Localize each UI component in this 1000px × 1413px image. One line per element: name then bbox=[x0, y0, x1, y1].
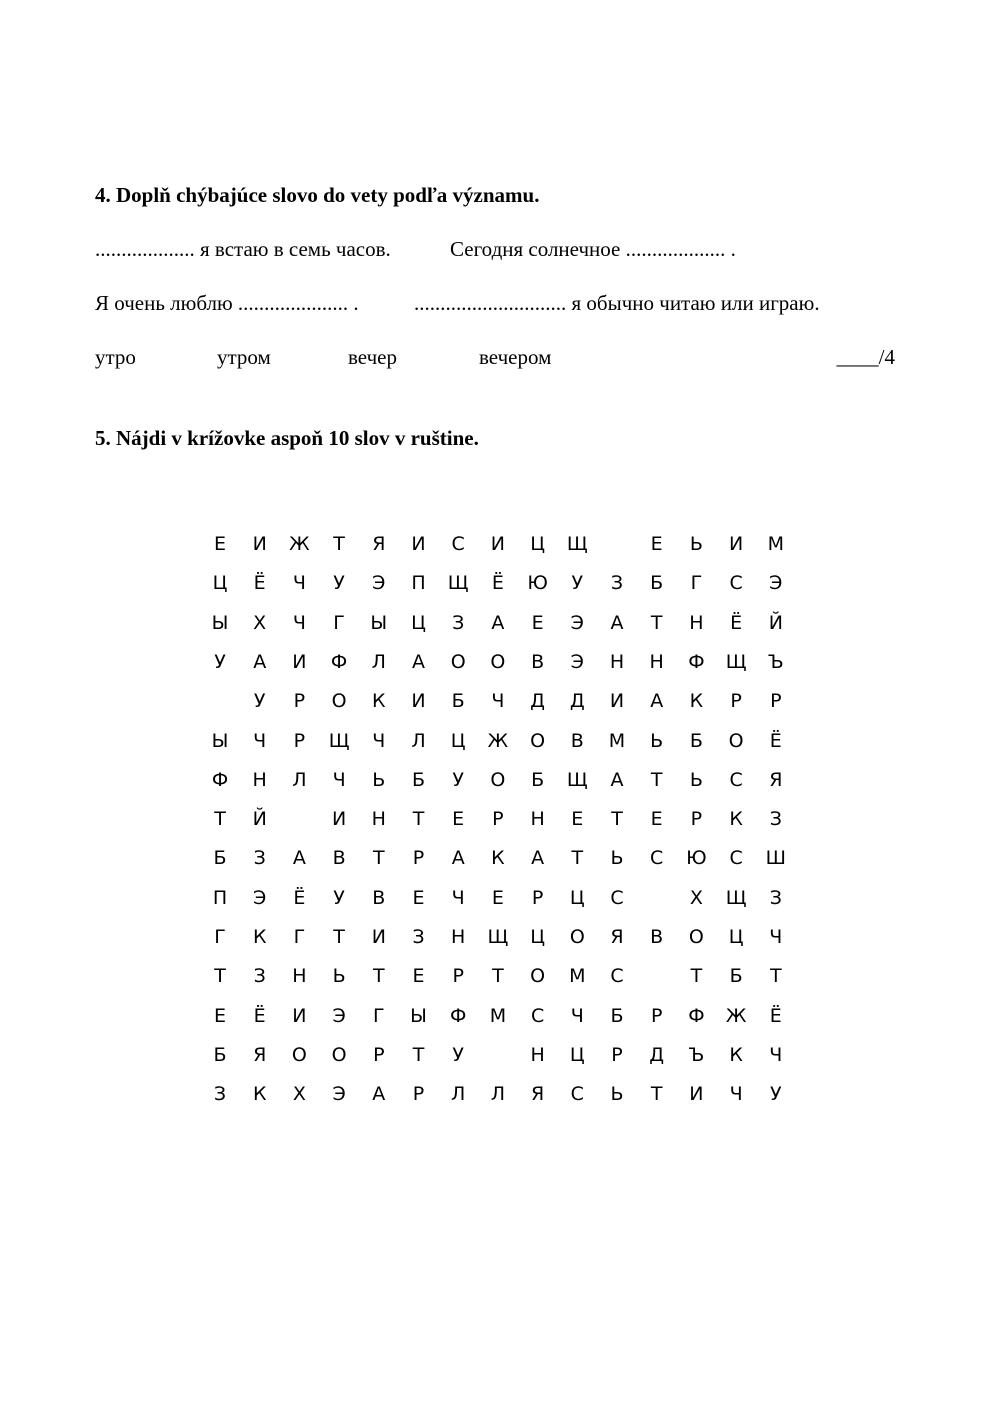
grid-letter: О bbox=[490, 768, 506, 791]
grid-letter: В bbox=[372, 886, 386, 909]
grid-letter: Л bbox=[371, 650, 386, 673]
grid-letter: А bbox=[531, 847, 545, 870]
grid-letter: Д bbox=[530, 690, 546, 713]
grid-letter: З bbox=[213, 1083, 227, 1106]
task4-sentence-row-1 bbox=[0, 239, 1000, 263]
grid-letter: У bbox=[452, 768, 464, 791]
grid-letter: О bbox=[569, 926, 585, 948]
grid-letter: Т bbox=[214, 808, 226, 831]
grid-letter: Б bbox=[729, 965, 743, 988]
grid-letter: Э bbox=[372, 572, 386, 595]
grid-letter: К bbox=[729, 1043, 743, 1066]
grid-letter: Т bbox=[372, 847, 385, 870]
grid-letter: Г bbox=[333, 611, 345, 634]
grid-letter: Б bbox=[689, 729, 703, 752]
grid-letter: Д bbox=[569, 690, 585, 713]
grid-letter: Э bbox=[570, 611, 584, 634]
word-option: вечер bbox=[348, 345, 397, 369]
grid-letter: Ш bbox=[765, 847, 786, 870]
grid-letter: А bbox=[650, 690, 664, 713]
grid-letter: У bbox=[571, 572, 584, 595]
grid-letter: Р bbox=[492, 808, 504, 831]
grid-letter: Т bbox=[611, 808, 623, 831]
grid-letter: Ц bbox=[569, 886, 585, 909]
grid-letter: Ф bbox=[330, 650, 348, 673]
grid-letter: И bbox=[411, 533, 426, 555]
grid-letter: С bbox=[610, 965, 624, 988]
grid-letter: Я bbox=[372, 533, 386, 555]
grid-letter: Ь bbox=[689, 533, 703, 555]
grid-letter: Р bbox=[373, 1043, 385, 1066]
grid-letter: М bbox=[489, 1004, 507, 1027]
grid-letter: Е bbox=[213, 1004, 226, 1027]
grid-letter: Р bbox=[293, 690, 306, 713]
grid-letter: Щ bbox=[725, 650, 747, 673]
grid-letter: Э bbox=[769, 572, 783, 595]
grid-letter: Ь bbox=[372, 768, 386, 791]
grid-letter: А bbox=[451, 847, 465, 870]
grid-letter: Р bbox=[611, 1043, 623, 1066]
grid-letter: Я bbox=[769, 768, 783, 791]
grid-letter: Ц bbox=[530, 926, 545, 948]
grid-letter: Т bbox=[372, 965, 385, 988]
grid-letter: У bbox=[333, 572, 345, 595]
grid-letter: Ц bbox=[530, 533, 545, 555]
grid-letter: О bbox=[291, 1043, 307, 1066]
grid-letter: В bbox=[650, 926, 664, 948]
grid-letter: З bbox=[610, 572, 624, 595]
word-search-grid bbox=[200, 535, 800, 1115]
task5-heading: 5. Nájdi v krížovke aspoň 10 slov v ruštine. bbox=[95, 426, 479, 450]
grid-letter: Н bbox=[649, 650, 664, 673]
grid-letter: Т bbox=[492, 965, 504, 988]
grid-letter: Ч bbox=[491, 690, 505, 713]
grid-letter: Н bbox=[252, 768, 267, 791]
grid-letter: А bbox=[253, 650, 267, 673]
grid-letter: У bbox=[333, 886, 345, 909]
grid-letter: Э bbox=[253, 886, 267, 909]
grid-letter: О bbox=[331, 690, 347, 713]
grid-letter: Е bbox=[650, 808, 663, 831]
grid-letter: М bbox=[767, 533, 784, 555]
grid-letter: Т bbox=[412, 808, 425, 831]
grid-letter: Ч bbox=[372, 729, 386, 752]
grid-letter: В bbox=[332, 847, 346, 870]
grid-letter: С bbox=[451, 533, 465, 555]
grid-letter: В bbox=[531, 650, 545, 673]
grid-letter: Б bbox=[213, 847, 227, 870]
grid-letter: Е bbox=[531, 611, 544, 634]
grid-letter: Д bbox=[649, 1043, 665, 1066]
grid-letter: П bbox=[212, 886, 228, 909]
grid-letter: Ч bbox=[769, 926, 783, 948]
grid-letter: И bbox=[292, 650, 307, 673]
grid-letter: О bbox=[331, 1043, 347, 1066]
grid-letter: О bbox=[728, 729, 744, 752]
grid-letter: Т bbox=[214, 965, 226, 988]
grid-letter: Э bbox=[332, 1083, 346, 1106]
task4-score: ____/4 bbox=[836, 345, 895, 369]
grid-letter: И bbox=[411, 690, 426, 713]
grid-letter: А bbox=[610, 611, 624, 634]
grid-letter: Т bbox=[412, 1043, 425, 1066]
grid-letter: Е bbox=[452, 808, 465, 831]
grid-letter: Щ bbox=[328, 729, 350, 752]
grid-letter: Ч bbox=[292, 611, 306, 634]
grid-letter: Т bbox=[690, 965, 703, 988]
grid-letter: А bbox=[372, 1083, 386, 1106]
grid-letter: Г bbox=[293, 926, 306, 948]
grid-letter: С bbox=[650, 847, 664, 870]
grid-letter: О bbox=[530, 729, 546, 752]
grid-letter: Ч bbox=[451, 886, 465, 909]
grid-letter: Э bbox=[332, 1004, 346, 1027]
grid-letter: С bbox=[610, 886, 624, 909]
grid-letter: З bbox=[253, 965, 266, 988]
grid-letter: Ч bbox=[332, 768, 346, 791]
grid-letter: Б bbox=[213, 1043, 227, 1066]
grid-letter: Ы bbox=[370, 611, 388, 634]
grid-letter: И bbox=[292, 1004, 307, 1027]
grid-letter: Е bbox=[491, 886, 504, 909]
grid-letter: Б bbox=[650, 572, 664, 595]
word-option: утром bbox=[217, 345, 271, 369]
grid-letter: Т bbox=[650, 1083, 663, 1106]
grid-letter: Р bbox=[452, 965, 464, 988]
grid-letter: Е bbox=[213, 533, 226, 555]
grid-letter: О bbox=[530, 965, 546, 988]
grid-letter: З bbox=[769, 886, 782, 909]
grid-letter: Л bbox=[490, 1083, 506, 1106]
grid-letter: Й bbox=[768, 611, 783, 634]
grid-letter: О bbox=[688, 926, 704, 948]
grid-letter: У bbox=[253, 690, 266, 713]
grid-letter: Ч bbox=[253, 729, 267, 752]
grid-letter: И bbox=[371, 926, 386, 948]
grid-letter: Ё bbox=[769, 729, 782, 752]
grid-letter: З bbox=[452, 611, 465, 634]
grid-letter: Г bbox=[690, 572, 703, 595]
grid-letter: П bbox=[411, 572, 426, 595]
grid-letter: Н bbox=[451, 926, 466, 948]
grid-letter: Ж bbox=[725, 1004, 747, 1027]
grid-letter: С bbox=[570, 1083, 584, 1106]
grid-letter: Ь bbox=[610, 1083, 624, 1106]
grid-letter: Е bbox=[571, 808, 584, 831]
sentence-2: Сегодня солнечное ................... . bbox=[450, 237, 736, 261]
grid-letter: Г bbox=[214, 926, 226, 948]
grid-letter: И bbox=[252, 533, 267, 555]
grid-letter: Ц bbox=[212, 572, 228, 595]
grid-letter: Р bbox=[412, 1083, 425, 1106]
grid-letter: Ё bbox=[769, 1004, 782, 1027]
grid-letter: Ю bbox=[527, 572, 548, 595]
grid-letter: В bbox=[570, 729, 584, 752]
grid-letter: Ь bbox=[610, 847, 624, 870]
task4-heading: 4. Doplň chýbajúce slovo do vety podľa významu. bbox=[95, 183, 540, 207]
grid-letter: К bbox=[372, 690, 386, 713]
task4-sentence-row-2 bbox=[0, 293, 1000, 317]
grid-letter: Ё bbox=[253, 572, 266, 595]
grid-letter: З bbox=[253, 847, 266, 870]
grid-letter: Т bbox=[650, 768, 663, 791]
grid-letter: З bbox=[769, 808, 782, 831]
grid-letter: Х bbox=[292, 1083, 306, 1106]
grid-letter: Б bbox=[531, 768, 545, 791]
grid-letter: Б bbox=[411, 768, 426, 791]
grid-letter: Ц bbox=[450, 729, 466, 752]
grid-letter: И bbox=[689, 1083, 704, 1106]
grid-letter: И bbox=[490, 533, 505, 555]
grid-letter: У bbox=[452, 1043, 464, 1066]
grid-letter: Ч bbox=[292, 572, 306, 595]
word-option: вечером bbox=[479, 345, 552, 369]
grid-letter: Н bbox=[292, 965, 307, 988]
grid-letter: Т bbox=[333, 926, 345, 948]
grid-letter: Г bbox=[373, 1004, 385, 1027]
grid-letter: Ф bbox=[688, 650, 705, 673]
grid-letter: И bbox=[609, 690, 625, 713]
grid-letter: А bbox=[412, 650, 425, 673]
grid-letter: Ч bbox=[729, 1083, 743, 1106]
grid-letter: Е bbox=[412, 886, 425, 909]
grid-letter: Щ bbox=[725, 886, 747, 909]
grid-letter: Ф bbox=[688, 1004, 705, 1027]
grid-letter: У bbox=[214, 650, 226, 673]
grid-letter: К bbox=[491, 847, 505, 870]
grid-letter: Щ bbox=[447, 572, 469, 595]
grid-letter: С bbox=[729, 768, 743, 791]
grid-letter: А bbox=[610, 768, 624, 791]
grid-letter: Л bbox=[411, 729, 426, 752]
grid-letter: Р bbox=[730, 690, 742, 713]
grid-letter: Щ bbox=[566, 533, 588, 555]
grid-letter: Р bbox=[412, 847, 425, 870]
grid-letter: Ё bbox=[293, 886, 306, 909]
grid-letter: К bbox=[252, 926, 267, 948]
grid-letter: Е bbox=[412, 965, 425, 988]
grid-letter: Х bbox=[253, 611, 267, 634]
grid-letter: Ы bbox=[211, 729, 229, 752]
grid-letter: Н bbox=[371, 808, 386, 831]
sentence-1: ................... я встаю в семь часов. bbox=[95, 237, 391, 261]
grid-letter: О bbox=[450, 650, 466, 673]
grid-letter: Щ bbox=[487, 926, 509, 948]
grid-letter: У bbox=[770, 1083, 782, 1106]
grid-letter: Ц bbox=[569, 1043, 585, 1066]
grid-letter: К bbox=[252, 1083, 267, 1106]
grid-letter: Ъ bbox=[767, 650, 784, 673]
grid-letter: Р bbox=[531, 886, 544, 909]
grid-letter: Ч bbox=[570, 1004, 584, 1027]
grid-letter: Р bbox=[690, 808, 703, 831]
grid-letter: Я bbox=[530, 1083, 545, 1106]
grid-letter: И bbox=[728, 533, 744, 555]
grid-letter: Б bbox=[451, 690, 465, 713]
grid-letter: Т bbox=[571, 847, 584, 870]
grid-letter: Ж bbox=[487, 729, 509, 752]
grid-letter: Р bbox=[293, 729, 306, 752]
word-option: утро bbox=[95, 345, 136, 369]
grid-letter: Ф bbox=[211, 768, 229, 791]
grid-letter: Х bbox=[689, 886, 703, 909]
grid-letter: Ь bbox=[650, 729, 664, 752]
grid-letter: Е bbox=[650, 533, 663, 555]
grid-letter: Ю bbox=[686, 847, 707, 870]
grid-letter: Т bbox=[650, 611, 663, 634]
grid-letter: Ж bbox=[289, 533, 310, 555]
grid-letter: Б bbox=[610, 1004, 624, 1027]
grid-letter: Щ bbox=[566, 768, 588, 791]
grid-letter: Л bbox=[292, 768, 307, 791]
grid-letter: Н bbox=[530, 808, 545, 831]
grid-letter: Ы bbox=[211, 611, 229, 634]
grid-letter: Й bbox=[252, 808, 267, 831]
sentence-3: Я очень люблю ..................... . bbox=[95, 291, 359, 315]
grid-letter: Ы bbox=[410, 1004, 427, 1027]
grid-letter: М bbox=[569, 965, 586, 988]
grid-letter: Т bbox=[333, 533, 345, 555]
grid-letter: Р bbox=[650, 1004, 663, 1027]
grid-letter: Ф bbox=[450, 1004, 467, 1027]
grid-letter: М bbox=[608, 729, 626, 752]
grid-letter: Т bbox=[769, 965, 782, 988]
grid-letter: Ц bbox=[728, 926, 744, 948]
grid-letter: К bbox=[689, 690, 704, 713]
grid-letter: Я bbox=[610, 926, 624, 948]
sentence-4: ............................. я обычно читаю или играю. bbox=[414, 291, 820, 315]
word-bank bbox=[0, 347, 1000, 371]
grid-letter: А bbox=[292, 847, 306, 870]
grid-letter: Н bbox=[530, 1043, 545, 1066]
grid-letter: А bbox=[491, 611, 505, 634]
grid-letter: Н bbox=[609, 650, 625, 673]
grid-letter: Ц bbox=[411, 611, 426, 634]
grid-letter: З bbox=[412, 926, 425, 948]
grid-letter: Р bbox=[770, 690, 782, 713]
grid-letter: С bbox=[729, 572, 743, 595]
grid-letter: Ъ bbox=[688, 1043, 705, 1066]
grid-letter: К bbox=[729, 808, 743, 831]
grid-letter: Я bbox=[253, 1043, 267, 1066]
grid-letter: Л bbox=[451, 1083, 466, 1106]
grid-letter: Ё bbox=[253, 1004, 266, 1027]
grid-letter: Н bbox=[689, 611, 704, 634]
grid-letter: Э bbox=[570, 650, 584, 673]
grid-letter: И bbox=[331, 808, 347, 831]
grid-letter: С bbox=[729, 847, 743, 870]
grid-letter: Ь bbox=[332, 965, 346, 988]
grid-letter: С bbox=[530, 1004, 545, 1027]
grid-letter: Ч bbox=[769, 1043, 783, 1066]
grid-letter: О bbox=[490, 650, 506, 673]
grid-letter: Ё bbox=[730, 611, 743, 634]
grid-letter: Ё bbox=[491, 572, 504, 595]
grid-letter: Ь bbox=[689, 768, 703, 791]
